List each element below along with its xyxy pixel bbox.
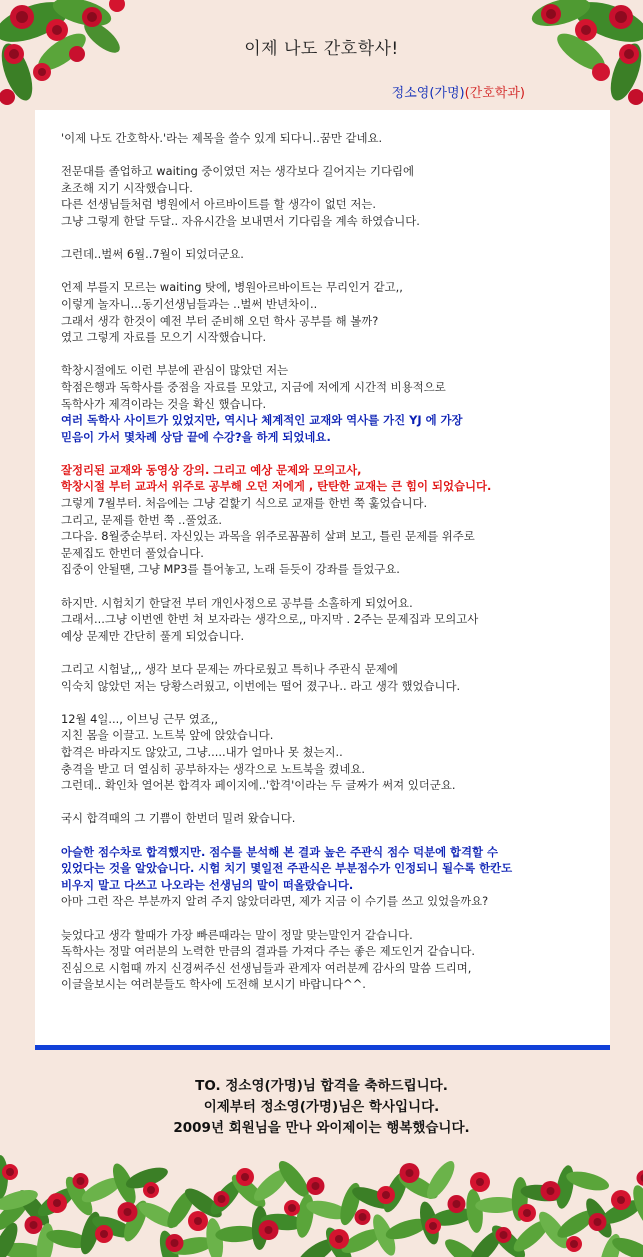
text-line: 있었다는 것을 알았습니다. 시험 치기 몇일전 주관식은 부분점수가 인정되니 될수록 한칸도 — [61, 861, 513, 876]
congrats-line-2: 이제부터 정소영(가명)님은 학사입니다. — [203, 1099, 440, 1115]
paragraph — [61, 844, 601, 910]
text-line: 그런데.. 확인차 열어본 합격자 페이지에..'합격'이라는 두 글짜가 써져 있더군요. — [61, 778, 456, 793]
paragraph — [61, 246, 601, 263]
divider — [35, 1045, 610, 1050]
author-department: (간호학과) — [464, 86, 525, 101]
paragraph — [61, 130, 601, 147]
text-line: 12월 4일..., 이브닝 근무 였죠,, — [61, 711, 218, 726]
text-line: 비우지 말고 다쓰고 나오라는 선생님의 말이 떠올랐습니다. — [61, 877, 354, 892]
paragraph — [61, 462, 601, 578]
paragraph — [61, 362, 601, 445]
text-line: 언제 부를지 모르는 waiting 탓에, 병원아르바이트는 무리인거 같고,, — [61, 280, 403, 295]
text-line: 예상 문제만 간단히 풀게 되었습니다. — [61, 628, 245, 643]
paragraph — [61, 927, 601, 993]
text-line: 익숙치 않았던 저는 당황스러웠고, 이번에는 떨어 졌구나.. 라고 생각 했었습니다. — [61, 678, 461, 693]
text-line: '이제 나도 간호학사.'라는 제목을 쓸수 있게 되다니..꿈만 같네요. — [61, 131, 383, 145]
paragraph — [61, 279, 601, 345]
text-line: 아마 그런 작은 부분까지 알려 주지 않았더라면, 제가 지금 이 수기를 쓰고 있었을까요? — [61, 894, 489, 909]
text-line: 문제집도 한번더 풀었습니다. — [61, 545, 204, 560]
text-line: 집중이 안될땐, 그냥 MP3를 틀어놓고, 노래 듣듯이 강좌를 들었구요. — [61, 562, 400, 577]
text-line: 잘정리된 교재와 동영상 강의. 그리고 예상 문제와 모의고사, — [61, 462, 362, 477]
text-line: 그런데..벌써 6월..7월이 되었더군요. — [61, 247, 244, 262]
text-line: 그리고, 문제를 한번 쭉 ..풀었죠. — [61, 512, 223, 527]
text-line: 학창시절 부터 교과서 위주로 공부해 오던 저에게 , 탄탄한 교재는 큰 힘이 되었습니다. — [61, 479, 492, 494]
text-line: 독학사가 제격이라는 것을 확신 했습니다. — [61, 396, 267, 411]
author-byline — [392, 82, 525, 101]
text-line: 그래서 생각 한것이 예전 부터 준비해 오던 학사 공부를 해 볼까? — [61, 313, 379, 328]
text-line: 합격은 바라지도 않았고, 그냥.....내가 얼마나 못 쳤는지.. — [61, 744, 343, 759]
content-panel — [35, 110, 610, 1045]
text-line: 전문대를 졸업하고 waiting 중이였던 저는 생각보다 길어지는 기다림에 — [61, 164, 414, 179]
paragraph — [61, 810, 601, 827]
paragraph — [61, 163, 601, 229]
page-title: 이제 나도 간호학사! — [244, 39, 399, 59]
text-line: 독학사는 정말 여러분의 노력한 만큼의 결과를 가져다 주는 좋은 제도인거 같습니다. — [61, 944, 475, 959]
text-line: 아슬한 점수차로 합격했지만. 점수를 분석해 본 결과 높은 주관식 점수 덕분에 합격할 수 — [61, 844, 499, 859]
text-line: 다른 선생님들처럼 병원에서 아르바이트를 할 생각이 없던 저는. — [61, 197, 377, 212]
text-line: 그냥 그렇게 한달 두달.. 자유시간을 보내면서 기다림을 계속 하였습니다. — [61, 213, 420, 228]
text-line: 충격을 받고 더 열심히 공부하자는 생각으로 노트북을 켰네요. — [61, 761, 366, 776]
testimonial-body — [61, 130, 601, 1009]
text-line: 진심으로 시험때 까지 신경써주신 선생님들과 관계자 여러분께 감사의 말씀 드리며, — [61, 960, 472, 975]
text-line: 여러 독학사 사이트가 있었지만, 역시나 체계적인 교재와 역사를 가진 YJ 에 가장 — [61, 413, 463, 428]
text-line: 그다음. 8월중순부터. 자신있는 과목을 위주로꼼꼼히 살펴 보고, 틀린 문제를 위주로 — [61, 529, 475, 544]
paragraph — [61, 711, 601, 794]
text-line: 지친 몸을 이끌고. 노트북 앞에 앉았습니다. — [61, 728, 274, 743]
text-line: 국시 합격때의 그 기쁨이 한번더 밀려 왔습니다. — [61, 811, 296, 826]
text-line: 초조해 지기 시작했습니다. — [61, 180, 193, 195]
author-name: 정소영(가명) — [391, 86, 465, 101]
text-line: 늦었다고 생각 할때가 가장 빠른때라는 말이 정말 맞는말인거 같습니다. — [61, 927, 413, 942]
congrats-line-3: 2009년 회원님을 만나 와이제이는 행복했습니다. — [173, 1120, 470, 1136]
text-line: 였고 그렇게 자료를 모으기 시작했습니다. — [61, 330, 267, 345]
text-line: 하지만. 시험치기 한달전 부터 개인사정으로 공부를 소홀하게 되었어요. — [61, 595, 413, 610]
text-line: 이렇게 놀자니...동기선생님들과는 ..벌써 반년차이.. — [61, 296, 318, 311]
paragraph — [61, 661, 601, 694]
text-line: 그렇게 7월부터. 처음에는 그냥 겉핥기 식으로 교재를 한번 쭉 훑었습니다. — [61, 496, 428, 511]
congratulations-message — [0, 1076, 643, 1139]
text-line: 이글을보시는 여러분들도 학사에 도전해 보시기 바랍니다^^. — [61, 977, 366, 992]
congrats-line-1: TO. 정소영(가명)님 합격을 축하드립니다. — [195, 1078, 448, 1094]
paragraph — [61, 595, 601, 645]
text-line: 그래서...그냥 이번엔 한번 쳐 보자라는 생각으로,, 마지막 . 2주는 문제집과 모의고사 — [61, 612, 479, 627]
text-line: 학점은행과 독학사를 중점을 자료를 모았고, 지금에 저에게 시간적 비용적으로 — [61, 379, 446, 394]
text-line: 그리고 시험날,,, 생각 보다 문제는 까다로웠고 특히나 주관식 문제에 — [61, 662, 398, 676]
text-line: 믿음이 가서 몇차례 상담 끝에 수강?을 하게 되었네요. — [61, 429, 331, 444]
rose-border-icon — [0, 1137, 643, 1257]
text-line: 학창시절에도 이런 부분에 관심이 많았던 저는 — [61, 363, 289, 378]
